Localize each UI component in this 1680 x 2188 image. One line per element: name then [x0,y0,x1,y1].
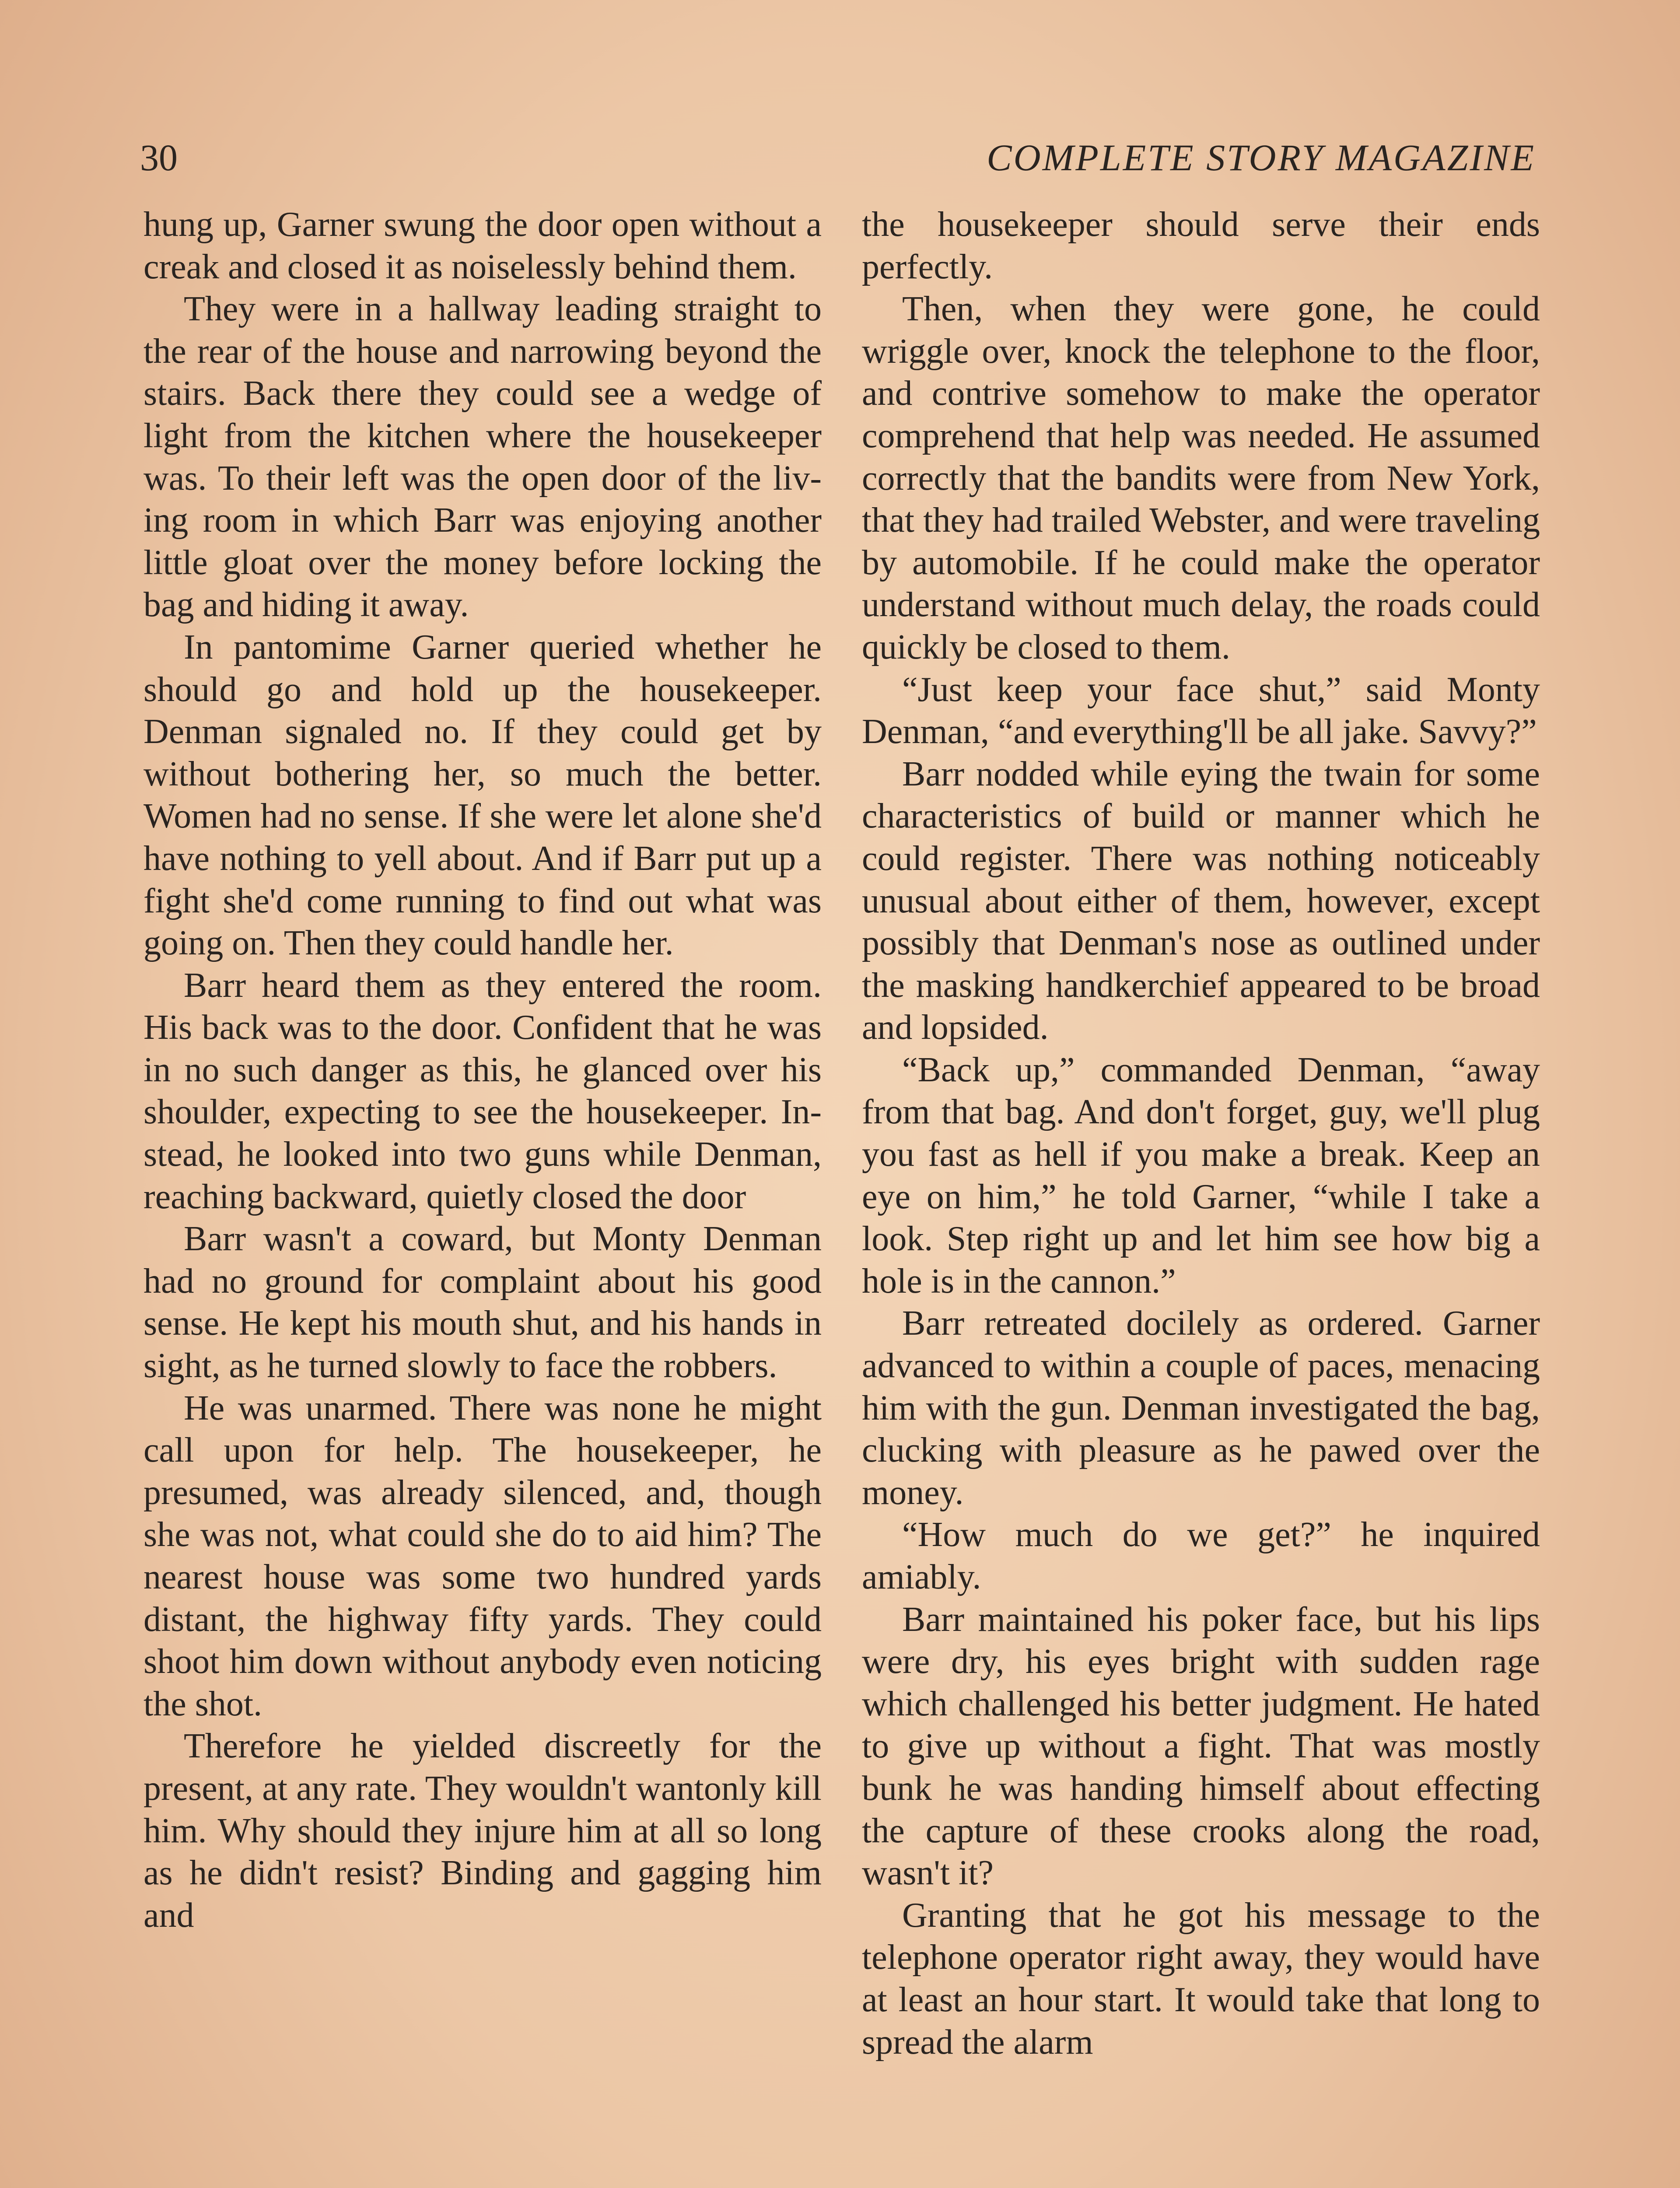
paragraph: Then, when they were gone, he could wriggle over, knock the telephone to the floor, and contrive somehow to make the operator comprehend that help was needed. He assumed correctly that the bandits were from New York, that they had trailed Webster, and were traveling by automobile. If he could make the operator understand without much delay, the roads could quickly be closed to them. [862,290,1540,666]
paragraph: “Just keep your face shut,” said Monty Denman, “and everything'll be all jake. Savvy?” [862,670,1540,751]
page-header [140,127,1536,188]
magazine-title: COMPLETE STORY MAGAZINE [987,137,1536,179]
paragraph: They were in a hallway leading straight to the rear of the house and narrowing beyond the stairs. Back there they could see a wedge of light from the kitchen where the housekeeper was. To their left was the open door of the living room in which Barr was enjoying another little gloat over the money before locking the bag and hiding it away. [144,290,822,624]
paragraph: “How much do we get?” he inquired amiably. [862,1515,1540,1596]
paragraph: Granting that he got his message to the telephone operator right away, they would have at least an hour start. It would take that long to spread the alarm [862,1896,1540,2062]
paragraph: Therefore he yielded discreetly for the present, at any rate. They wouldn't wantonly kill him. Why should they injure him at all so long as he didn't resist? Binding and gagging him and [144,1727,822,1935]
paragraph: Barr nodded while eying the twain for some characteristics of build or manner which he could register. There was nothing noticeably unusual about either of them, however, except possibly that Denman's nose as outlined under the masking handkerchief appeared to be broad and lopsided. [862,754,1540,1047]
paragraph: He was unarmed. There was none he might call upon for help. The housekeeper, he presumed, was already silenced, and, though she was not, what could she do to aid him? The nearest house was some two hundred yards distant, the highway fifty yards. They could shoot him down without anybody even noticing the shot. [144,1389,822,1723]
right-text-column [862,203,1540,2188]
paragraph: Barr wasn't a coward, but Monty Denman had no ground for complaint about his good sense. He kept his mouth shut, and his hands in sight, as he turned slowly to face the robbers. [144,1220,822,1385]
paragraph: the housekeeper should serve their ends perfectly. [862,205,1540,286]
paragraph: Barr maintained his poker face, but his lips were dry, his eyes bright with sudden rage which challenged his better judgment. He hated to give up without a fight. That was mostly bunk he was handing himself about effecting the capture of these crooks along the road, wasn't it? [862,1600,1540,1893]
paragraph: Barr heard them as they entered the room. His back was to the door. Confident that he was in no such danger as this, he glanced over his shoulder, expecting to see the housekeeper. Instead, he looked into two guns while Denman, reaching backward, quietly closed the door [144,966,822,1216]
paragraph: “Back up,” commanded Denman, “away from that bag. And don't forget, guy, we'll plug you fast as hell if you make a break. Keep an eye on him,” he told Garner, “while I take a look. Step right up and let him see how big a hole is in the cannon.” [862,1050,1540,1301]
paragraph: Barr retreated docilely as ordered. Garner advanced to within a couple of paces, menacing him with the gun. Denman investigated the bag, clucking with pleasure as he pawed over the money. [862,1304,1540,1512]
page-number: 30 [140,137,178,179]
left-text-column [144,203,822,2188]
paragraph: In pantomime Garner queried whether he should go and hold up the housekeeper. Denman signaled no. If they could get by without bothering her, so much the better. Women had no sense. If she were let alone she'd have nothing to yell about. And if Barr put up a fight she'd come running to find out what was going on. Then they could handle her. [144,628,822,963]
paragraph: hung up, Garner swung the door open without a creak and closed it as noiselessly behind them. [144,205,822,286]
